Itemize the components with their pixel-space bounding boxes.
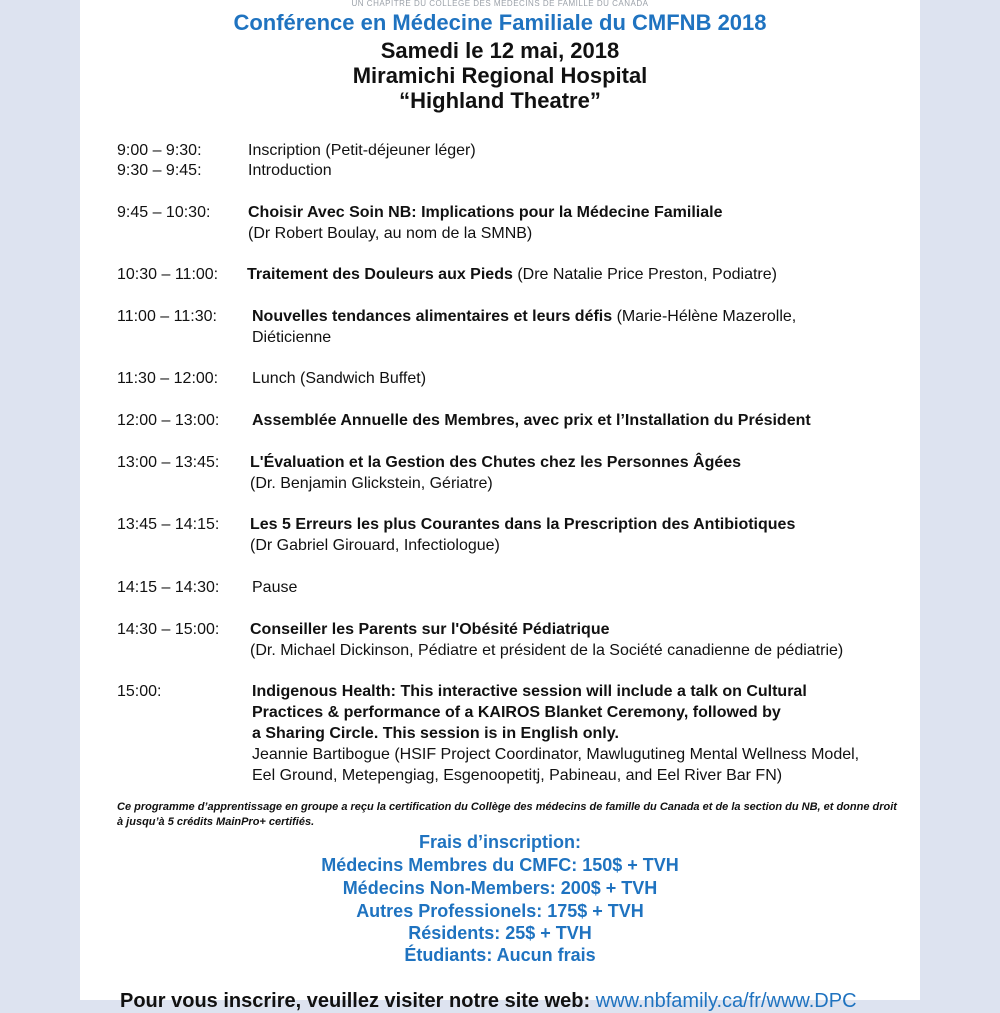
conference-room: “Highland Theatre”: [399, 88, 601, 113]
flyer-page: [80, 0, 920, 1012]
schedule-text: Introduction: [248, 162, 332, 179]
session-speaker: (Marie-Hélène Mazerolle,: [612, 308, 797, 325]
schedule-time: 9:45 – 10:30:: [117, 204, 211, 221]
session-speaker-cont: Eel Ground, Metepengiag, Esgenoopetitj, Pabineau, and Eel River Bar FN): [252, 767, 783, 784]
session-speaker: (Dr Gabriel Girouard, Infectiologue): [250, 537, 500, 554]
schedule-time: 15:00:: [117, 683, 162, 700]
session-title: Les 5 Erreurs les plus Courantes dans la Prescription des Antibiotiques: [250, 516, 796, 533]
schedule-time: 9:30 – 9:45:: [117, 162, 202, 179]
session-speaker: (Dr Robert Boulay, au nom de la SMNB): [248, 225, 533, 242]
session-speaker-cont: Diéticienne: [252, 329, 332, 346]
conference-title: Conférence en Médecine Familiale du CMFNB 2018: [233, 10, 767, 35]
schedule-text: Pause: [252, 579, 298, 596]
session-title: Indigenous Health: This interactive session will include a talk on Cultural: [252, 683, 807, 700]
chapter-line: UN CHAPITRE DU COLLÈGE DES MÉDECINS DE FAMILLE DU CANADA: [351, 0, 649, 8]
schedule-time: 13:00 – 13:45:: [117, 454, 220, 471]
fee-residents: Résidents: 25$ + TVH: [408, 923, 592, 943]
schedule-time: 10:30 – 11:00:: [117, 266, 219, 283]
schedule-text: Lunch (Sandwich Buffet): [252, 370, 427, 387]
fees-heading: Frais d’inscription:: [418, 832, 582, 852]
schedule-time: 14:15 – 14:30:: [117, 579, 220, 596]
conference-date: Samedi le 12 mai, 2018: [380, 38, 620, 63]
fee-students: Étudiants: Aucun frais: [404, 945, 596, 965]
session-title: Conseiller les Parents sur l'Obésité Pédiatrique: [250, 621, 610, 638]
schedule-time: 12:00 – 13:00:: [117, 412, 220, 429]
fee-members: Médecins Membres du CMFC: 150$ + TVH: [321, 855, 679, 875]
certification-note: Ce programme d’apprentissage en groupe a reçu la certification du Collège des médecins de famille du Canada et de la section du NB, et donne droit à jusqu’à 5 crédits MainPro+ certifiés.: [117, 801, 897, 828]
fee-others: Autres Professionels: 175$ + TVH: [356, 901, 644, 921]
session-title: Traitement des Douleurs aux Pieds: [247, 266, 513, 283]
session-title: Nouvelles tendances alimentaires et leurs défis: [252, 308, 613, 325]
schedule-time: 13:45 – 14:15:: [117, 516, 220, 533]
register-link[interactable]: www.nbfamily.ca/fr/www.DPC: [595, 990, 857, 1012]
session-speaker: (Dr. Michael Dickinson, Pédiatre et président de la Société canadienne de pédiatrie): [250, 642, 844, 659]
register-line: [120, 990, 857, 1013]
session-speaker: (Dr. Benjamin Glickstein, Gériatre): [250, 475, 493, 492]
session-speaker: (Dre Natalie Price Preston, Podiatre): [512, 266, 777, 283]
session-title: L'Évaluation et la Gestion des Chutes chez les Personnes Âgées: [250, 454, 742, 471]
schedule-time: 11:30 – 12:00:: [117, 370, 219, 387]
schedule-text: Inscription (Petit-déjeuner léger): [248, 142, 476, 159]
register-text: Pour vous inscrire, veuillez visiter notre site web:: [120, 990, 591, 1012]
session-title: Choisir Avec Soin NB: Implications pour la Médecine Familiale: [248, 204, 723, 221]
schedule-time: 11:00 – 11:30:: [117, 308, 217, 325]
session-title-cont: Practices & performance of a KAIROS Blanket Ceremony, followed by: [252, 704, 781, 721]
fee-non-members: Médecins Non-Members: 200$ + TVH: [342, 878, 658, 898]
session-title: Assemblée Annuelle des Membres, avec prix et l’Installation du Président: [252, 412, 811, 429]
session-speaker: Jeannie Bartibogue (HSIF Project Coordinator, Mawlugutineg Mental Wellness Model,: [252, 746, 860, 763]
session-title-cont: a Sharing Circle. This session is in English only.: [252, 725, 619, 742]
schedule-time: 9:00 – 9:30:: [117, 142, 202, 159]
schedule-time: 14:30 – 15:00:: [117, 621, 220, 638]
conference-venue: Miramichi Regional Hospital: [352, 63, 648, 88]
